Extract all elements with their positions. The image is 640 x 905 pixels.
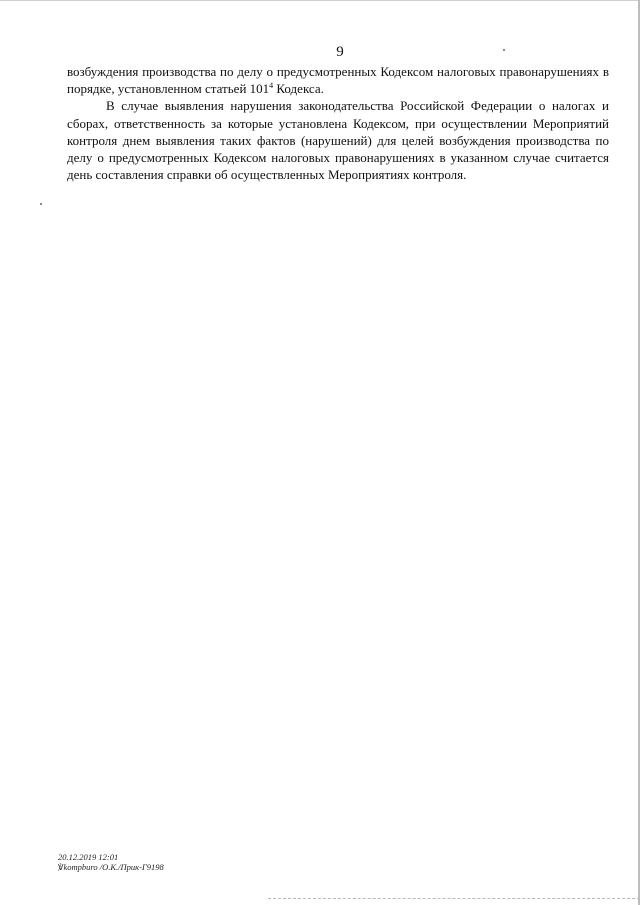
page-number: 9: [336, 44, 344, 60]
footer-timestamp: 20.12.2019 12:01: [58, 852, 119, 862]
scan-speck: [40, 203, 42, 205]
bottom-scan-line: [268, 898, 640, 899]
page-top-edge: [0, 0, 640, 1]
paragraph-1-text: возбуждения производства по делу о предусмотренных Кодексом налоговых правонарушениях в порядке, установленном статьей 101: [67, 64, 609, 97]
document-body: [67, 63, 609, 183]
paragraph-1: [67, 63, 609, 97]
article-superscript: 4: [269, 81, 274, 91]
footer-mark-icon: ℣: [58, 862, 64, 872]
footer-file-ref: kompburo /О.К./Прик-Г9198: [63, 861, 164, 872]
document-footer: [58, 853, 164, 872]
paragraph-1-end: Кодекса.: [273, 81, 324, 97]
paragraph-2: В случае выявления нарушения законодательства Российской Федерации о налогах и сборах, ответственность за которые установлена Кодексом, при осуществлении Мероприятий контроля днем выявления таких фактов (нарушений) для целей возбуждения производства по делу о предусмотренных Кодексом налоговых правонарушениях в указанном случае считается день составления справки об осуществленных Мероприятиях контроля.: [67, 98, 609, 183]
footer-file-reference: [58, 863, 164, 873]
